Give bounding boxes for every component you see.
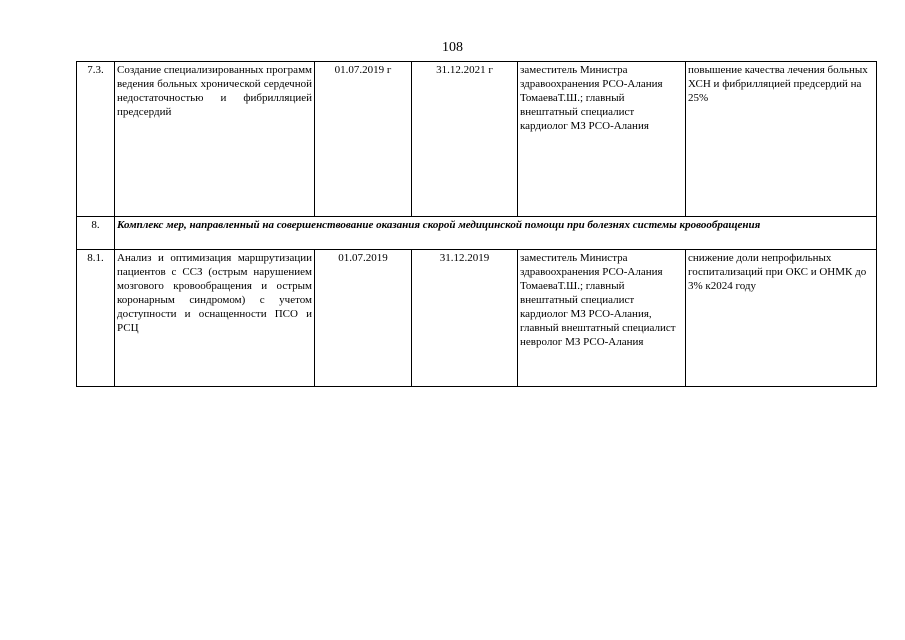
section-title: Комплекс мер, направленный на совершенствование оказания скорой медицинской помощи при болезнях системы кровообращения <box>115 217 877 250</box>
start-date: 01.07.2019 <box>315 250 412 387</box>
start-date: 01.07.2019 г <box>315 62 412 217</box>
page-number: 108 <box>442 40 463 55</box>
table-row <box>77 250 877 387</box>
section-row <box>77 217 877 250</box>
responsible-persons: заместитель Министра здравоохранения РСО-Алания ТомаеваТ.Ш.; главный внештатный специалист кардиолог МЗ РСО-Алания <box>518 62 686 217</box>
event-description: Создание специализированных программ ведения больных хронической сердечной недостаточностью и фибрилляцией предсердий <box>115 62 315 217</box>
row-number: 8.1. <box>77 250 115 387</box>
row-number: 7.3. <box>77 62 115 217</box>
end-date: 31.12.2019 <box>412 250 518 387</box>
event-description: Анализ и оптимизация маршрутизации пациентов с ССЗ (острым нарушением мозгового кровообращения и острым коронарным синдромом) с учетом доступности и оснащенности ПСО и РСЦ <box>115 250 315 387</box>
table-row <box>77 62 877 217</box>
end-date: 31.12.2021 г <box>412 62 518 217</box>
section-number: 8. <box>77 217 115 250</box>
measures-table <box>76 61 877 387</box>
expected-result: повышение качества лечения больных ХСН и фибрилляцией предсердий на 25% <box>686 62 877 217</box>
expected-result: снижение доли непрофильных госпитализаций при ОКС и ОНМК до 3% к2024 году <box>686 250 877 387</box>
responsible-persons: заместитель Министра здравоохранения РСО-Алания ТомаеваТ.Ш.; главный внештатный специалист кардиолог МЗ РСО-Алания, главный внештатный специалист невролог МЗ РСО-Алания <box>518 250 686 387</box>
